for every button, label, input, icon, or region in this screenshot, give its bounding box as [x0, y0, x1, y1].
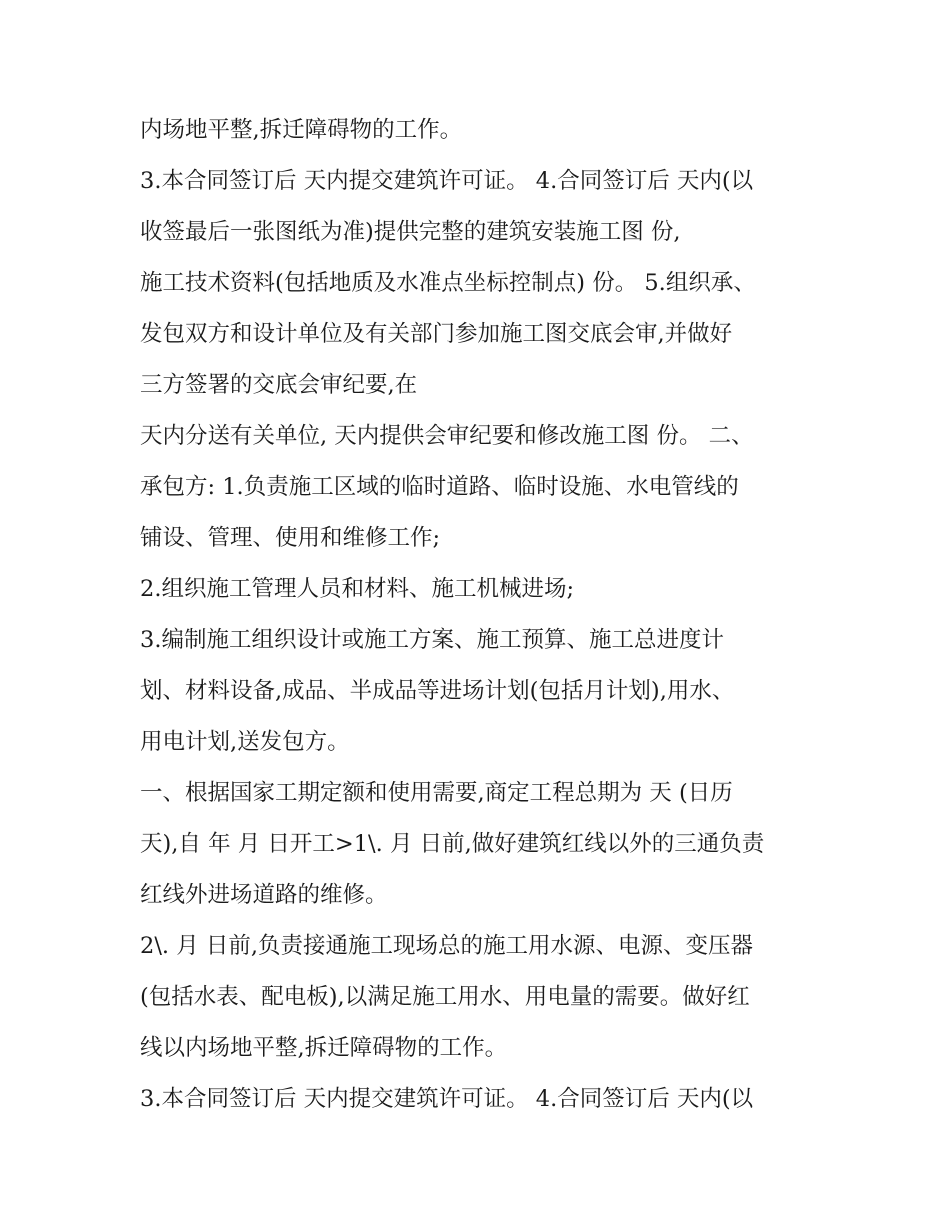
text-line: 三方签署的交底会审纪要,在: [140, 372, 418, 398]
text-line: (包括水表、配电板),以满足施工用水、用电量的需要。做好红: [140, 984, 750, 1010]
text-line: 一、根据国家工期定额和使用需要,商定工程总期为 天 (日历: [140, 780, 733, 806]
text-line: 收签最后一张图纸为准)提供完整的建筑安装施工图 份,: [140, 219, 681, 245]
text-line: 2.组织施工管理人员和材料、施工机械进场;: [140, 576, 575, 602]
text-line: 内场地平整,拆迁障碍物的工作。: [140, 117, 463, 143]
text-line: 划、材料设备,成品、半成品等进场计划(包括月计划),用水、: [140, 678, 735, 704]
text-line: 用电计划,送发包方。: [140, 729, 350, 755]
text-line: 3.本合同签订后 天内提交建筑许可证。 4.合同签订后 天内(以: [140, 1086, 754, 1112]
text-line: 线以内场地平整,拆迁障碍物的工作。: [140, 1035, 508, 1061]
text-line: 施工技术资料(包括地质及水准点坐标控制点) 份。 5.组织承、: [140, 270, 756, 296]
text-line: 3.编制施工组织设计或施工方案、施工预算、施工总进度计: [140, 627, 724, 653]
text-line: 3.本合同签订后 天内提交建筑许可证。 4.合同签订后 天内(以: [140, 168, 754, 194]
text-line: 承包方: 1.负责施工区域的临时道路、临时设施、水电管线的: [140, 474, 739, 500]
document-body: [140, 105, 820, 1125]
text-line: 红线外进场道路的维修。: [140, 882, 388, 908]
text-line: 天),自 年 月 日开工>1\. 月 日前,做好建筑红线以外的三通负责: [140, 831, 765, 857]
text-line: 2\. 月 日前,负责接通施工现场总的施工用水源、电源、变压器: [140, 933, 754, 959]
text-line: 铺设、管理、使用和维修工作;: [140, 525, 441, 551]
text-line: 天内分送有关单位, 天内提供会审纪要和修改施工图 份。 二、: [140, 423, 754, 449]
text-line: 发包双方和设计单位及有关部门参加施工图交底会审,并做好: [140, 321, 733, 347]
